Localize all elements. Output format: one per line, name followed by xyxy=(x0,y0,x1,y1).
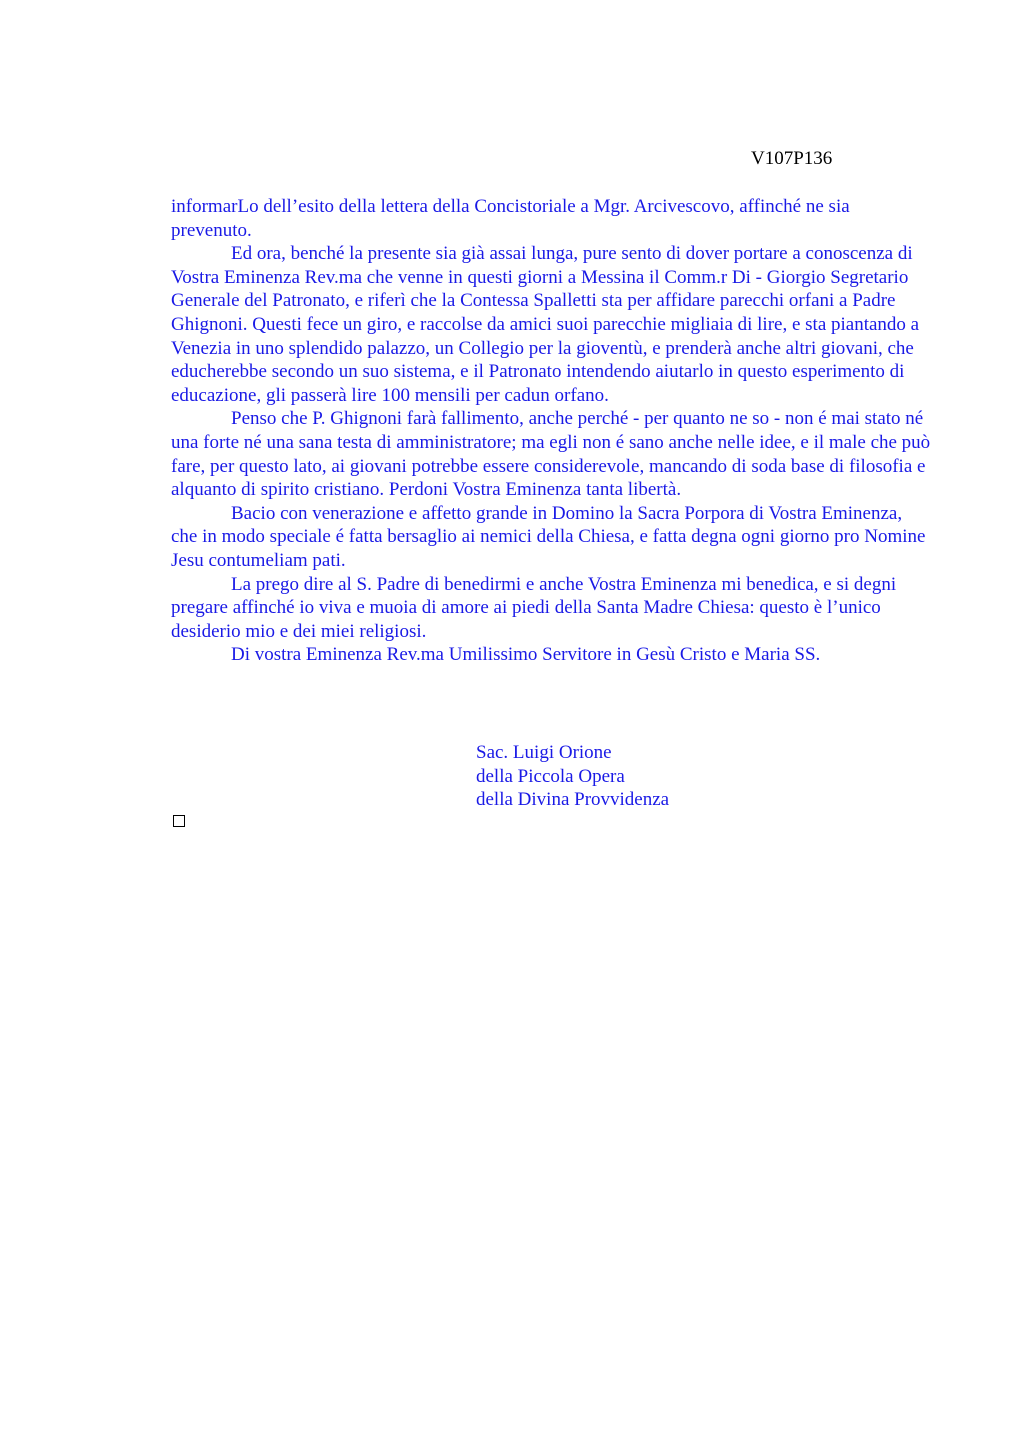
letter-closing: Di vostra Eminenza Rev.ma Umilissimo Servitore in Gesù Cristo e Maria SS. xyxy=(231,644,821,666)
letter-body xyxy=(171,195,931,667)
letter-paragraph: La prego dire al S. Padre di benedirmi e anche Vostra Eminenza mi benedica, e si degni pregare affinché io viva e muoia di amore ai piedi della Santa Madre Chiesa: questo è l’unico desiderio mio e dei miei religiosi. xyxy=(171,573,897,642)
letter-paragraph: Bacio con venerazione e affetto grande in Domino la Sacra Porpora di Vostra Eminenza, che in modo speciale é fatta bersaglio ai nemici della Chiesa, e fatta degna ogni giorno pro Nomine Jesu contumeliam pati. xyxy=(171,502,926,571)
letter-paragraph: Ed ora, benché la presente sia già assai lunga, pure sento di dover portare a conoscenza di Vostra Eminenza Rev.ma che venne in questi giorni a Messina il Comm.r Di - Giorgio Segretario Generale del Patronato, e riferì che la Contessa Spalletti sta per affidare parecchi orfani a Padre Ghignoni. Questi fece un giro, e raccolse da amici suoi parecchie migliaia di lire, e sta piantando a Venezia in uno splendido palazzo, un Collegio per la gioventù, e prenderà anche altri giovani, che educherebbe secondo un suo sistema, e il Patronato intendendo aiutarlo in questo esperimento di educazione, gli passerà lire 100 mensili per cadun orfano. xyxy=(171,243,920,406)
letter-paragraph: Penso che P. Ghignoni farà fallimento, anche perché - per quanto ne so - non é mai stato né una forte né una sana testa di amministratore; ma egli non é sano anche nelle idee, e il male che può fare, per questo lato, ai giovani potrebbe essere considerevole, mancando di soda base di filosofia e alquanto di spirito cristiano. Perdoni Vostra Eminenza tanta libertà. xyxy=(171,408,931,501)
empty-square-icon xyxy=(173,815,185,827)
signature-line: della Divina Provvidenza xyxy=(476,789,670,811)
signature-block xyxy=(476,741,669,812)
signature-line: della Piccola Opera xyxy=(476,765,625,787)
signature-name: Sac. Luigi Orione xyxy=(476,742,612,763)
letter-paragraph: informarLo dell’esito della lettera della Concistoriale a Mgr. Arcivescovo, affinché ne sia prevenuto. xyxy=(171,196,850,241)
page-reference: V107P136 xyxy=(751,148,833,169)
